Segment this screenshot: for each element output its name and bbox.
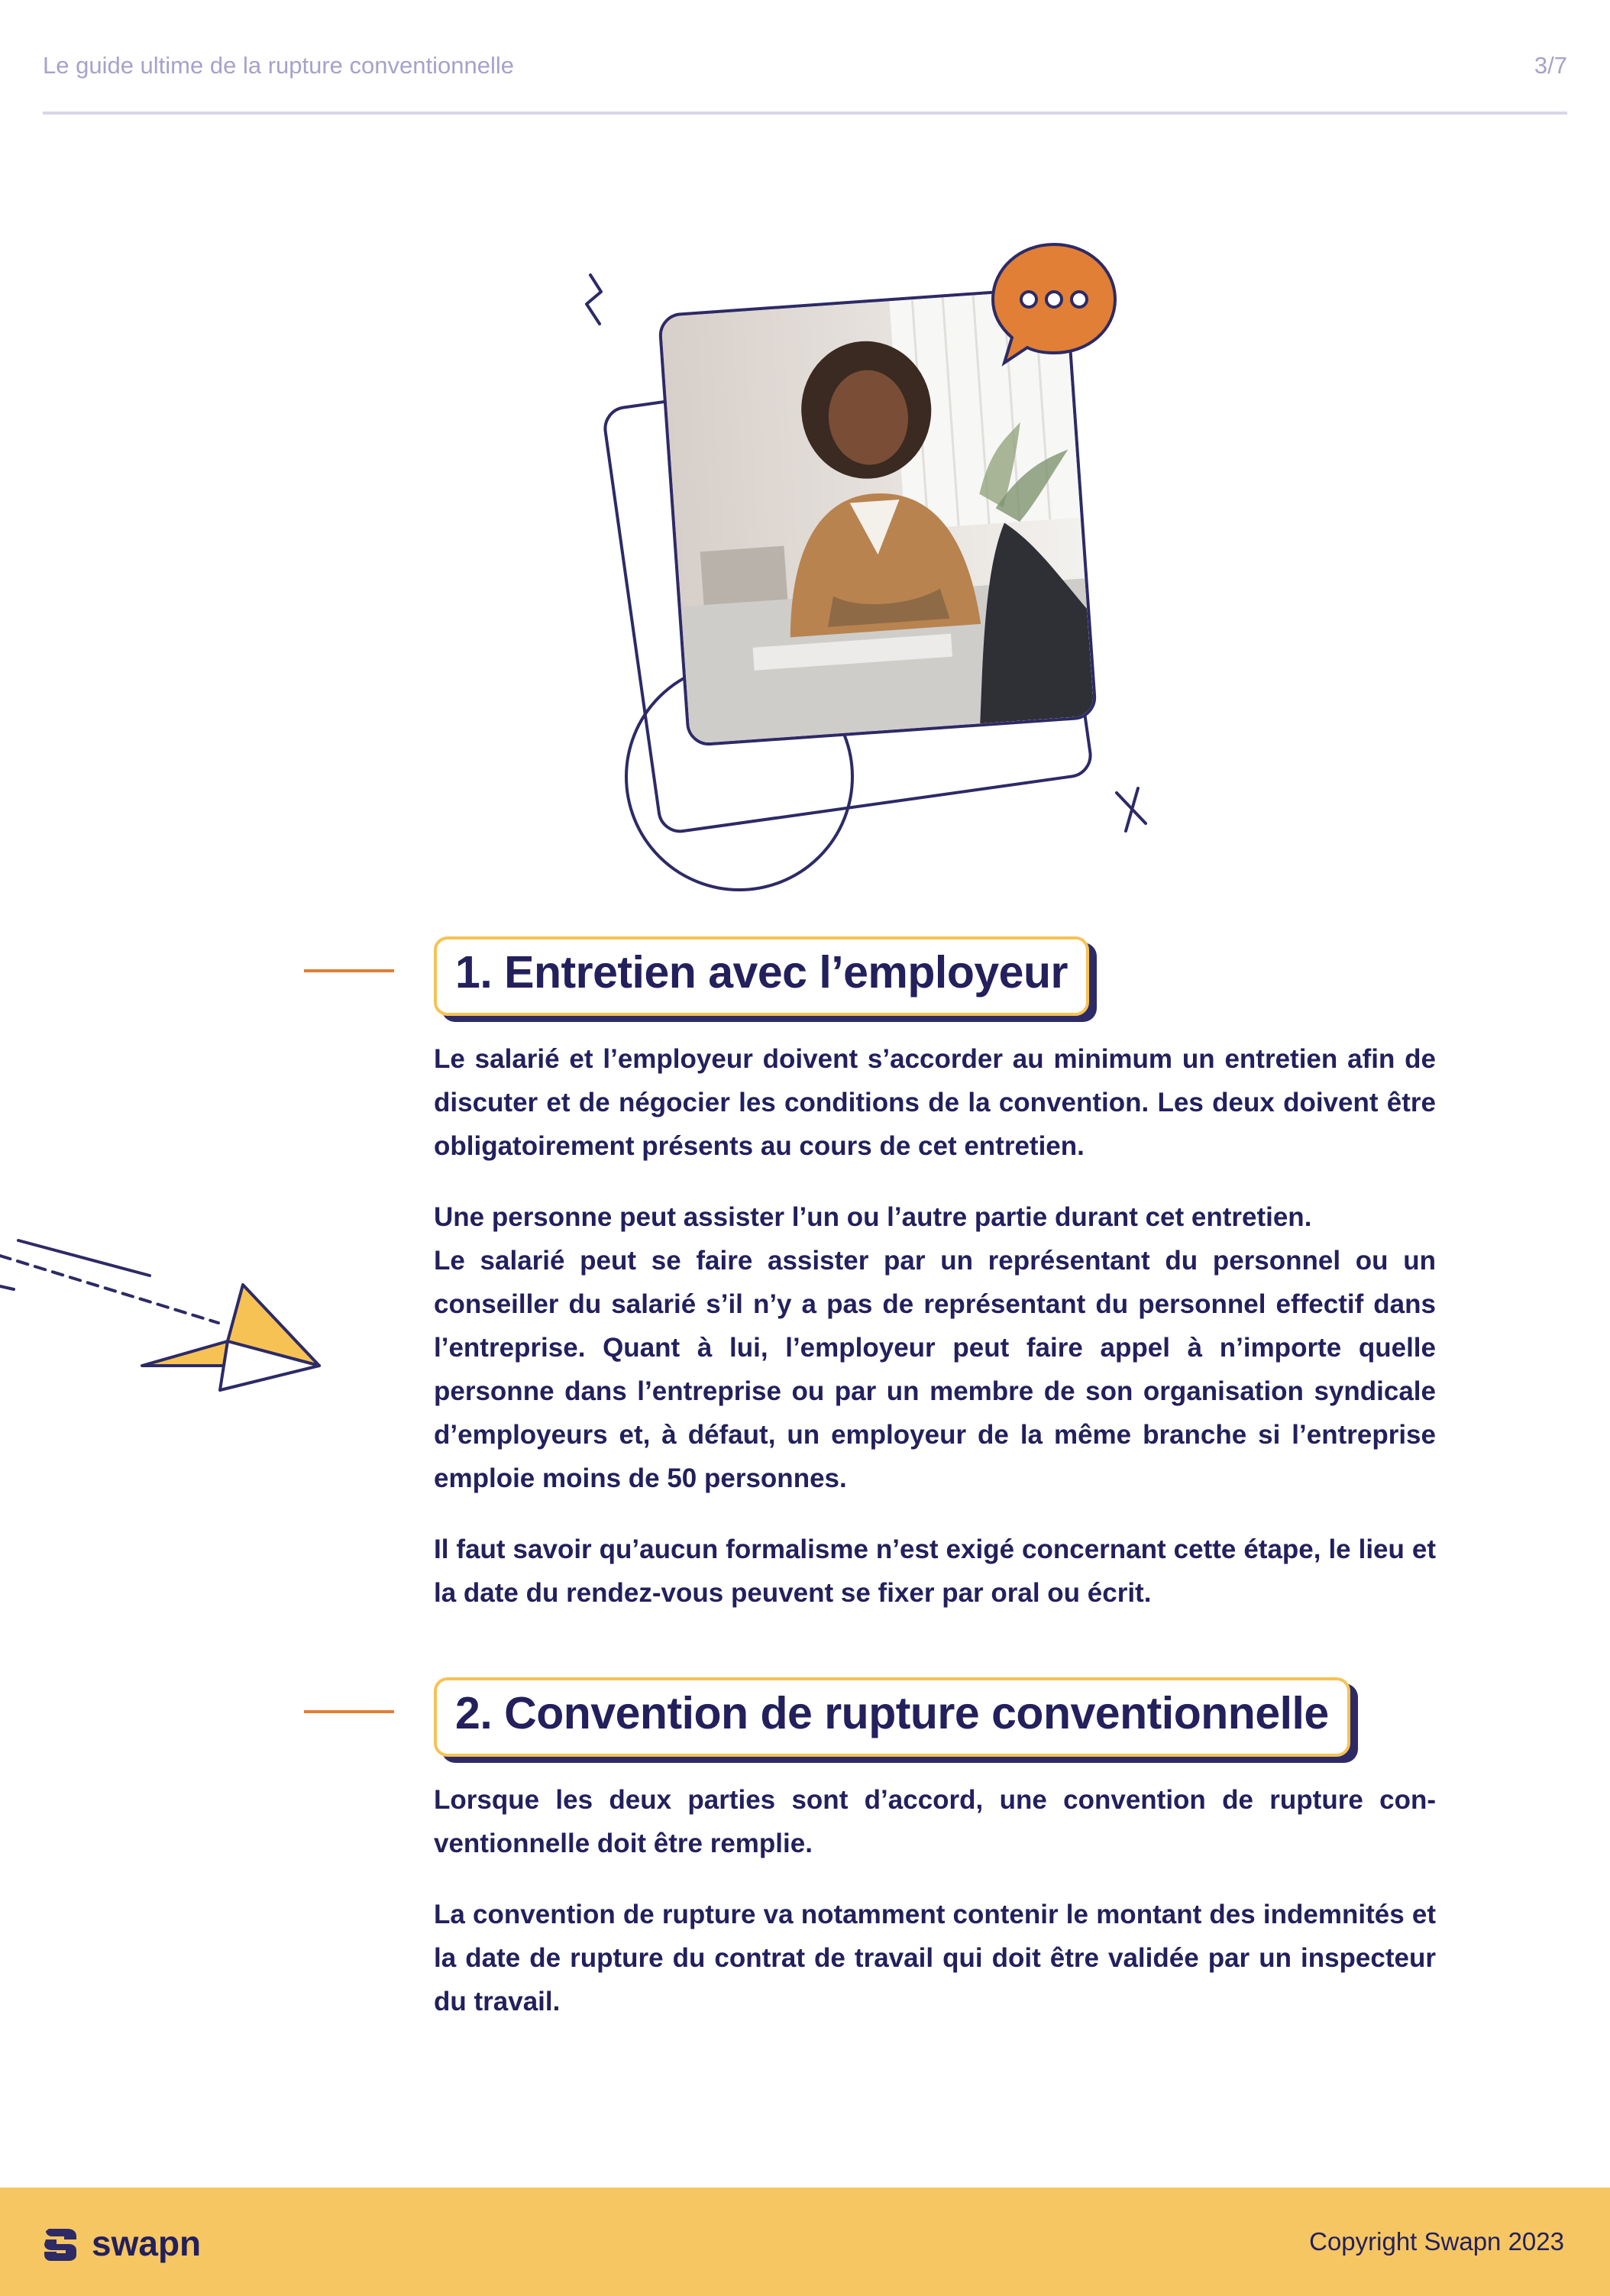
document-title: Le guide ultime de la rupture conventionnelle (43, 52, 514, 79)
brand-name: swapn (92, 2223, 202, 2263)
section-1-paragraph-2: Une personne peut assister l’un ou l’autre partie durant cet entretien. (434, 1201, 1312, 1232)
section-1-paragraph-3: Le salarié peut se faire assister par un représentant du personnel ou un conseiller du salarié s’il n’y a pas de représentant du personnel effectif dans l’entreprise. Quant à lui, l’employeur peut faire appel à n’importe quelle personne dans l’entreprise ou par un membre de son organisation syndicale d’employeurs et, à défaut, un employeur de la même branche si l’entreprise emploie moins de 50 personnes. (434, 1245, 1436, 1493)
section-1-heading: 1. Entretien avec l’employeur (434, 936, 1089, 1016)
page-footer (0, 2188, 1610, 2296)
section-entretien (434, 936, 1436, 1615)
spark-icon (587, 275, 601, 324)
section-2-accent-line (304, 1710, 394, 1713)
section-convention (434, 1677, 1436, 2023)
swapn-logo-icon (41, 2223, 79, 2264)
brand-logo (41, 2223, 201, 2264)
section-2-paragraph-2: La convention de rupture va notamment contenir le montant des indemnités et la date de rupture du contrat de travail qui doit être validée par un inspecteur du travail. (434, 1899, 1436, 2016)
section-1-accent-line (304, 969, 394, 972)
section-1-paragraph-1: Le salarié et l’employeur doivent s’accorder au minimum un entretien afin de discuter et de négocier les conditions de la convention. Les deux doivent être obligatoirement présents au cours de cet entretien. (434, 1043, 1436, 1161)
chat-bubble-icon (981, 229, 1127, 374)
page-number: 3/7 (1534, 52, 1567, 79)
illustration (565, 244, 1191, 901)
section-2-heading: 2. Convention de rupture conventionnelle (434, 1677, 1350, 1757)
copyright-text: Copyright Swapn 2023 (1309, 2227, 1564, 2256)
section-1-paragraph-4: Il faut savoir qu’aucun formalisme n’est exigé concernant cette étape, le lieu et la date du rendez-vous peuvent se fixer par oral ou écrit. (434, 1534, 1436, 1608)
page-header (43, 44, 1567, 115)
paper-plane-icon (0, 1222, 336, 1405)
section-2-paragraph-1: Lorsque les deux parties sont d’accord, une convention de rupture con-ventionnelle doit être remplie. (434, 1784, 1436, 1858)
